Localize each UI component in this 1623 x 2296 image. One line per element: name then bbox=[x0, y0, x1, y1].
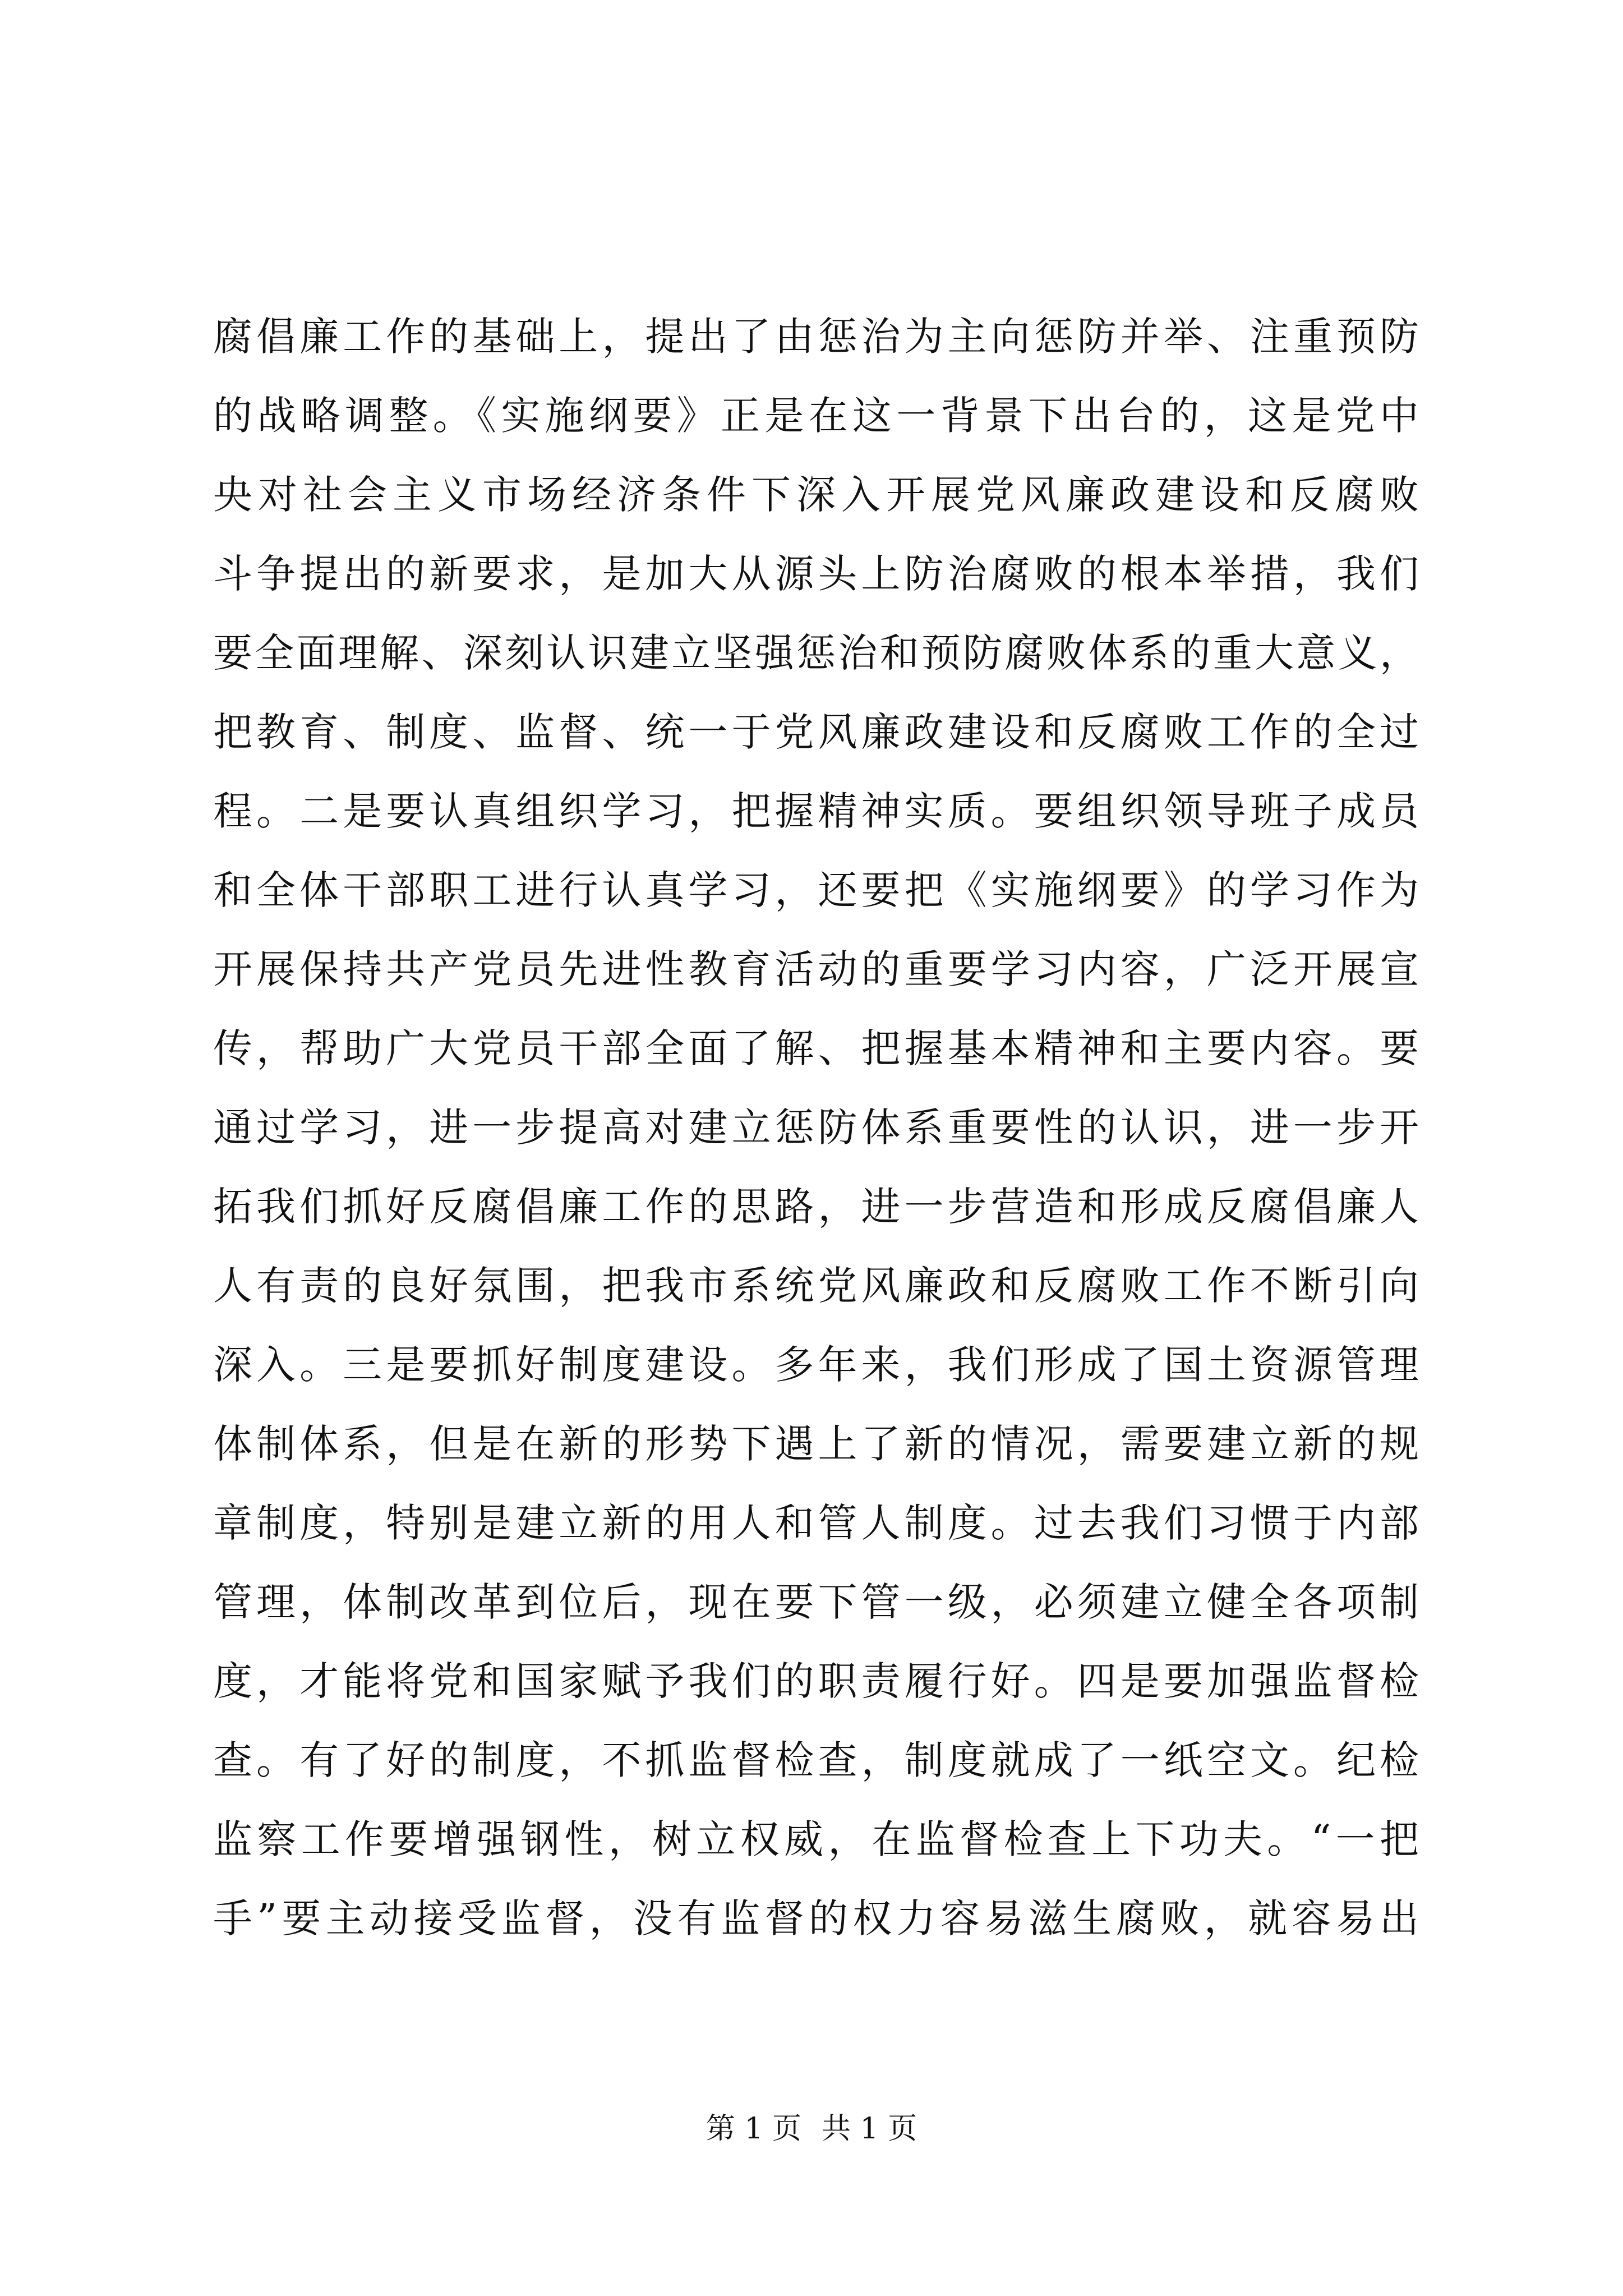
text-line: 管理，体制改革到位后，现在要下管一级，必须建立健全各项制 bbox=[213, 1579, 1419, 1625]
text-line: 监察工作要增强钢性，树立权威，在监督检查上下功夫。“一把 bbox=[213, 1816, 1419, 1862]
text-line: 通过学习，进一步提高对建立惩防体系重要性的认识，进一步开 bbox=[213, 1105, 1419, 1151]
text-line: 查。有了好的制度，不抓监督检查，制度就成了一纸空文。纪检 bbox=[213, 1737, 1419, 1783]
text-line: 腐倡廉工作的基础上，提出了由惩治为主向惩防并举、注重预防 bbox=[213, 314, 1419, 360]
text-line: 开展保持共产党员先进性教育活动的重要学习内容，广泛开展宣 bbox=[213, 946, 1419, 992]
text-line: 和全体干部职工进行认真学习，还要把《实施纲要》的学习作为 bbox=[213, 867, 1419, 913]
text-line: 央对社会主义市场经济条件下深入开展党风廉政建设和反腐败 bbox=[213, 472, 1419, 518]
body-text bbox=[213, 297, 1419, 1958]
text-line: 斗争提出的新要求，是加大从源头上防治腐败的根本举措，我们 bbox=[213, 551, 1419, 597]
text-line: 要全面理解、深刻认识建立坚强惩治和预防腐败体系的重大意义， bbox=[213, 630, 1419, 676]
text-line: 体制体系，但是在新的形势下遇上了新的情况，需要建立新的规 bbox=[213, 1421, 1419, 1467]
text-line: 的战略调整。《实施纲要》正是在这一背景下出台的，这是党中 bbox=[213, 393, 1419, 439]
text-line: 章制度，特别是建立新的用人和管人制度。过去我们习惯于内部 bbox=[213, 1500, 1419, 1546]
text-line: 手”要主动接受监督，没有监督的权力容易滋生腐败，就容易出 bbox=[213, 1895, 1419, 1941]
text-line: 度，才能将党和国家赋予我们的职责履行好。四是要加强监督检 bbox=[213, 1658, 1419, 1704]
text-line: 程。二是要认真组织学习，把握精神实质。要组织领导班子成员 bbox=[213, 788, 1419, 834]
page-count: 共 1 页 bbox=[822, 2112, 917, 2146]
text-line: 把教育、制度、监督、统一于党风廉政建设和反腐败工作的全过 bbox=[213, 709, 1419, 755]
text-line: 人有责的良好氛围，把我市系统党风廉政和反腐败工作不断引向 bbox=[213, 1263, 1419, 1309]
text-line: 传，帮助广大党员干部全面了解、把握基本精神和主要内容。要 bbox=[213, 1025, 1419, 1071]
page-number: 第 1 页 bbox=[706, 2112, 801, 2146]
page-footer bbox=[0, 2109, 1623, 2148]
text-line: 拓我们抓好反腐倡廉工作的思路，进一步营造和形成反腐倡廉人 bbox=[213, 1184, 1419, 1230]
text-line: 深入。三是要抓好制度建设。多年来，我们形成了国土资源管理 bbox=[213, 1342, 1419, 1388]
